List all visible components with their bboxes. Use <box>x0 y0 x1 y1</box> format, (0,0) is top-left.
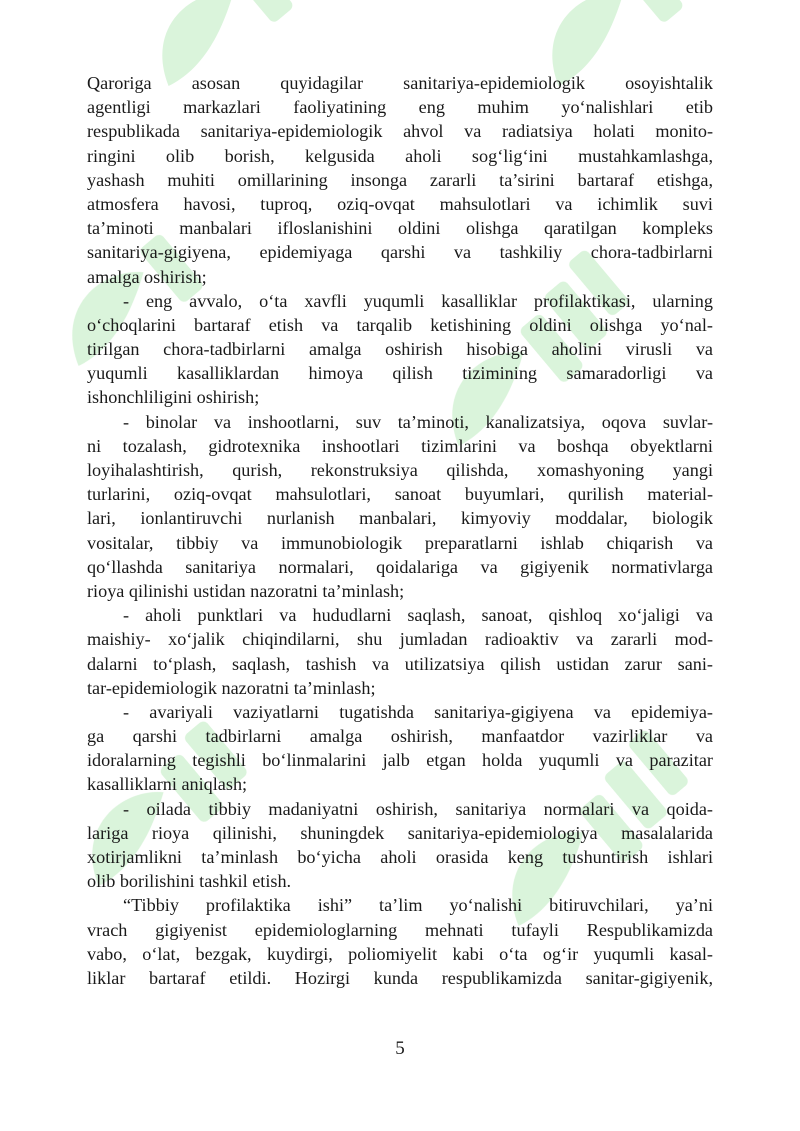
text-line: atmosfera havosi, tuproq, oziq-ovqat mahsulotlari va ichimlik suvi <box>87 193 713 214</box>
text-line: lariga rioya qilinishi, shuningdek sanitariya-epidemiologiya masalalarida <box>87 822 713 843</box>
text-line: respublikada sanitariya-epidemiologik ahvol va radiatsiya holati monito- <box>87 121 713 142</box>
text-line: loyihalashtirish, qurish, rekonstruksiya qilishda, xomashyoning yangi <box>87 460 713 480</box>
text-line: ga qarshi tadbirlarni amalga oshirish, manfaatdor vazirliklar va <box>87 726 713 747</box>
text-line: yashash muhiti omillarining insonga zararli ta’sirini bartaraf etishga, <box>87 169 713 190</box>
text-line: turlarini, oziq-ovqat mahsulotlari, sanoat buyumlari, qurilish material- <box>87 484 713 505</box>
text-line: idoralarning tegishli bo‘linmalarini jalb etgan holda yuqumli va parazitar <box>87 750 713 771</box>
text-line: agentligi markazlari faoliyatining eng muhim yo‘nalishlari etib <box>87 97 713 118</box>
text-line: rioya qilinishi ustidan nazoratni ta’minlash; <box>87 580 405 601</box>
body-text <box>87 71 713 990</box>
text-line: vositalar, tibbiy va immunobiologik preparatlarni ishlab chiqarish va <box>87 532 713 553</box>
page-number: 5 <box>395 1038 405 1059</box>
text-line: maishiy- xo‘jalik chiqindilarni, shu jumladan radioaktiv va zararli mod- <box>87 629 713 650</box>
text-line: lari, ionlantiruvchi nurlanish manbalari, kimyoviy moddalar, biologik <box>87 508 713 529</box>
text-line: - avariyali vaziyatlarni tugatishda sanitariya-gigiyena va epidemiya- <box>123 701 713 722</box>
text-line: amalga oshirish; <box>87 266 207 287</box>
text-line: tar-epidemiologik nazoratni ta’minlash; <box>87 677 376 698</box>
text-line: liklar bartaraf etildi. Hozirgi kunda respublikamizda sanitar-gigiyenik, <box>87 967 713 988</box>
text-line: - eng avvalo, o‘ta xavfli yuqumli kasalliklar profilaktikasi, ularning <box>123 290 713 311</box>
text-line: ringini olib borish, kelgusida aholi sog‘lig‘ini mustahkamlashga, <box>87 145 713 166</box>
text-line: vrach gigiyenist epidemiologlarning mehnati tufayli Respublikamizda <box>87 919 713 940</box>
text-line: qo‘llashda sanitariya normalari, qoidalariga va gigiyenik normativlarga <box>87 556 713 577</box>
text-line: ni tozalash, gidrotexnika inshootlari tizimlarini va boshqa obyektlarni <box>87 435 713 456</box>
text-line: tirilgan chora-tadbirlarni amalga oshirish hisobiga aholini virusli va <box>87 339 713 360</box>
text-line: ta’minoti manbalari ifloslanishini oldini olishga qaratilgan kompleks <box>87 218 713 239</box>
text-line: yuqumli kasalliklardan himoya qilish tizimining samaradorligi va <box>87 363 713 384</box>
text-line: - aholi punktlari va hududlarni saqlash, sanoat, qishloq xo‘jaligi va <box>123 605 713 626</box>
text-line: ishonchliligini oshirish; <box>87 387 260 408</box>
text-line: vabo, o‘lat, bezgak, kuydirgi, poliomiyelit kabi o‘ta og‘ir yuqumli kasal- <box>87 943 713 964</box>
text-line: - oilada tibbiy madaniyatni oshirish, sanitariya normalari va qoida- <box>123 798 713 819</box>
text-line: sanitariya-gigiyena, epidemiyaga qarshi va tashkiliy chora-tadbirlarni <box>87 242 713 263</box>
text-line: dalarni to‘plash, saqlash, tashish va utilizatsiya qilish ustidan zarur sani- <box>87 653 713 674</box>
text-line: xotirjamlikni ta’minlash bo‘yicha aholi orasida keng tushuntirish ishlari <box>87 847 713 867</box>
text-line: Qaroriga asosan quyidagilar sanitariya-epidemiologik osoyishtalik <box>87 73 713 93</box>
text-line: olib borilishini tashkil etish. <box>87 871 292 892</box>
text-line: kasalliklarni aniqlash; <box>87 774 248 795</box>
text-line: o‘choqlarini bartaraf etish va tarqalib ketishining oldini olishga yo‘nal- <box>87 314 713 335</box>
text-line: “Tibbiy profilaktika ishi” ta’lim yo‘nalishi bitiruvchilari, ya’ni <box>123 895 713 916</box>
text-line: - binolar va inshootlarni, suv ta’minoti, kanalizatsiya, oqova suvlar- <box>123 411 713 432</box>
